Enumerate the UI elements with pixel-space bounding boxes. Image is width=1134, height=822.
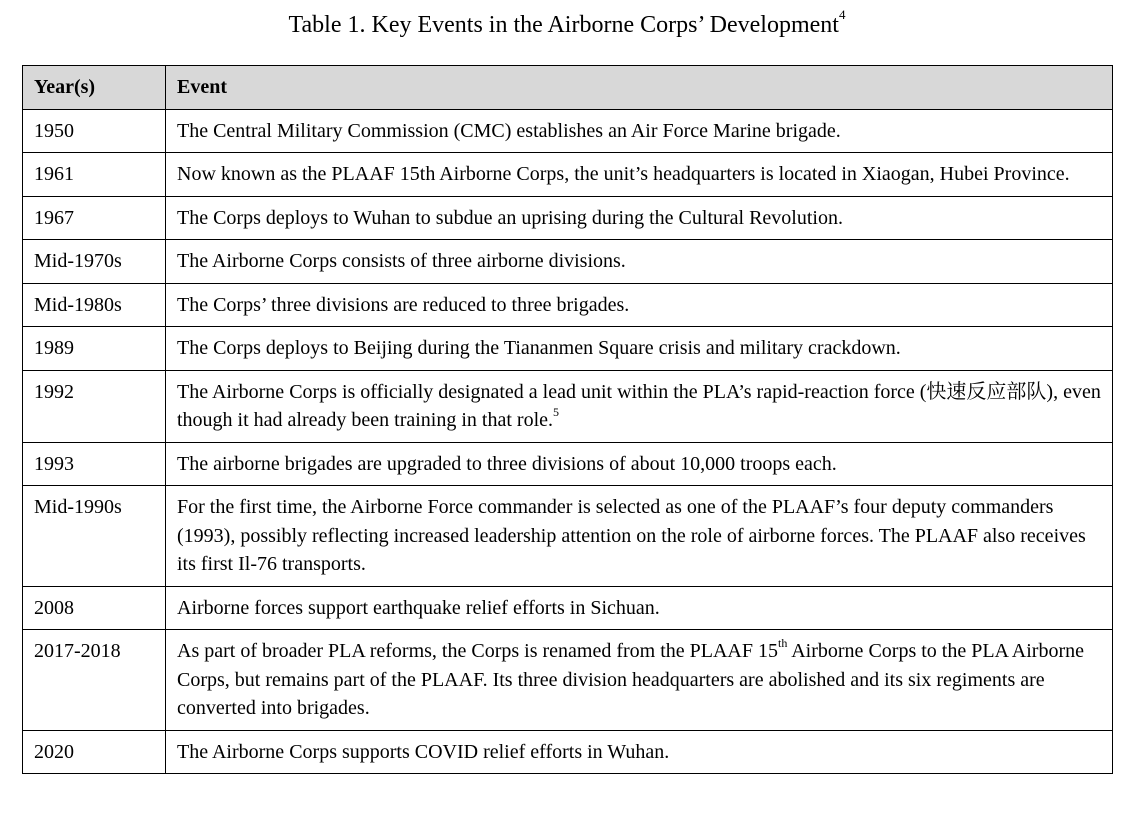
table-row	[23, 283, 1113, 327]
table-row	[23, 327, 1113, 371]
table-row	[23, 153, 1113, 197]
event-cell: The Central Military Commission (CMC) establishes an Air Force Marine brigade.	[166, 109, 1113, 153]
year-cell: 1992	[23, 370, 166, 442]
table-row	[23, 630, 1113, 731]
year-column-header: Year(s)	[23, 66, 166, 110]
event-text-start: As part of broader PLA reforms, the Corps is renamed from the PLAAF 15	[177, 640, 778, 662]
ordinal-suffix: th	[778, 636, 788, 651]
table-row	[23, 370, 1113, 442]
events-table	[22, 65, 1113, 774]
year-cell: 1993	[23, 442, 166, 486]
caption-text: Table 1. Key Events in the Airborne Corps’ Development	[288, 12, 839, 38]
year-cell: 2017-2018	[23, 630, 166, 731]
table-row	[23, 109, 1113, 153]
year-cell: 1989	[23, 327, 166, 371]
event-cell: Now known as the PLAAF 15th Airborne Corps, the unit’s headquarters is located in Xiaogan, Hubei Province.	[166, 153, 1113, 197]
caption-footnote-ref: 4	[838, 7, 846, 22]
event-cell: For the first time, the Airborne Force commander is selected as one of the PLAAF’s four deputy commanders (1993), possibly reflecting increased leadership attention on the role of airborne forces. The PLAAF also receives its first Il-76 transports.	[166, 486, 1113, 587]
event-cell: The Airborne Corps consists of three airborne divisions.	[166, 240, 1113, 284]
event-cell	[166, 630, 1113, 731]
year-cell: 1961	[23, 153, 166, 197]
header-row	[23, 66, 1113, 110]
table-row	[23, 486, 1113, 587]
event-cell: The Corps’ three divisions are reduced to three brigades.	[166, 283, 1113, 327]
event-text: The Airborne Corps is officially designated a lead unit within the PLA’s rapid-reaction force (快速反应部队), even though it had already been training in that role.	[177, 380, 1101, 431]
table-row	[23, 730, 1113, 774]
year-cell: Mid-1970s	[23, 240, 166, 284]
table-row	[23, 442, 1113, 486]
year-cell: 1950	[23, 109, 166, 153]
year-cell: 1967	[23, 196, 166, 240]
event-cell	[166, 370, 1113, 442]
year-cell: 2008	[23, 586, 166, 630]
event-text-end: Airborne Corps to the PLA Airborne Corps, but remains part of the PLAAF. Its three division headquarters are abolished and its six regiments are converted into brigades.	[177, 640, 1084, 719]
table-row	[23, 196, 1113, 240]
table-row	[23, 586, 1113, 630]
event-cell: Airborne forces support earthquake relief efforts in Sichuan.	[166, 586, 1113, 630]
event-cell: The airborne brigades are upgraded to three divisions of about 10,000 troops each.	[166, 442, 1113, 486]
year-cell: Mid-1980s	[23, 283, 166, 327]
year-cell: Mid-1990s	[23, 486, 166, 587]
event-cell: The Airborne Corps supports COVID relief efforts in Wuhan.	[166, 730, 1113, 774]
table-caption	[0, 8, 1134, 42]
event-column-header: Event	[166, 66, 1113, 110]
footnote-ref: 5	[553, 405, 559, 420]
event-cell: The Corps deploys to Beijing during the Tiananmen Square crisis and military crackdown.	[166, 327, 1113, 371]
event-cell: The Corps deploys to Wuhan to subdue an uprising during the Cultural Revolution.	[166, 196, 1113, 240]
table-row	[23, 240, 1113, 284]
year-cell: 2020	[23, 730, 166, 774]
